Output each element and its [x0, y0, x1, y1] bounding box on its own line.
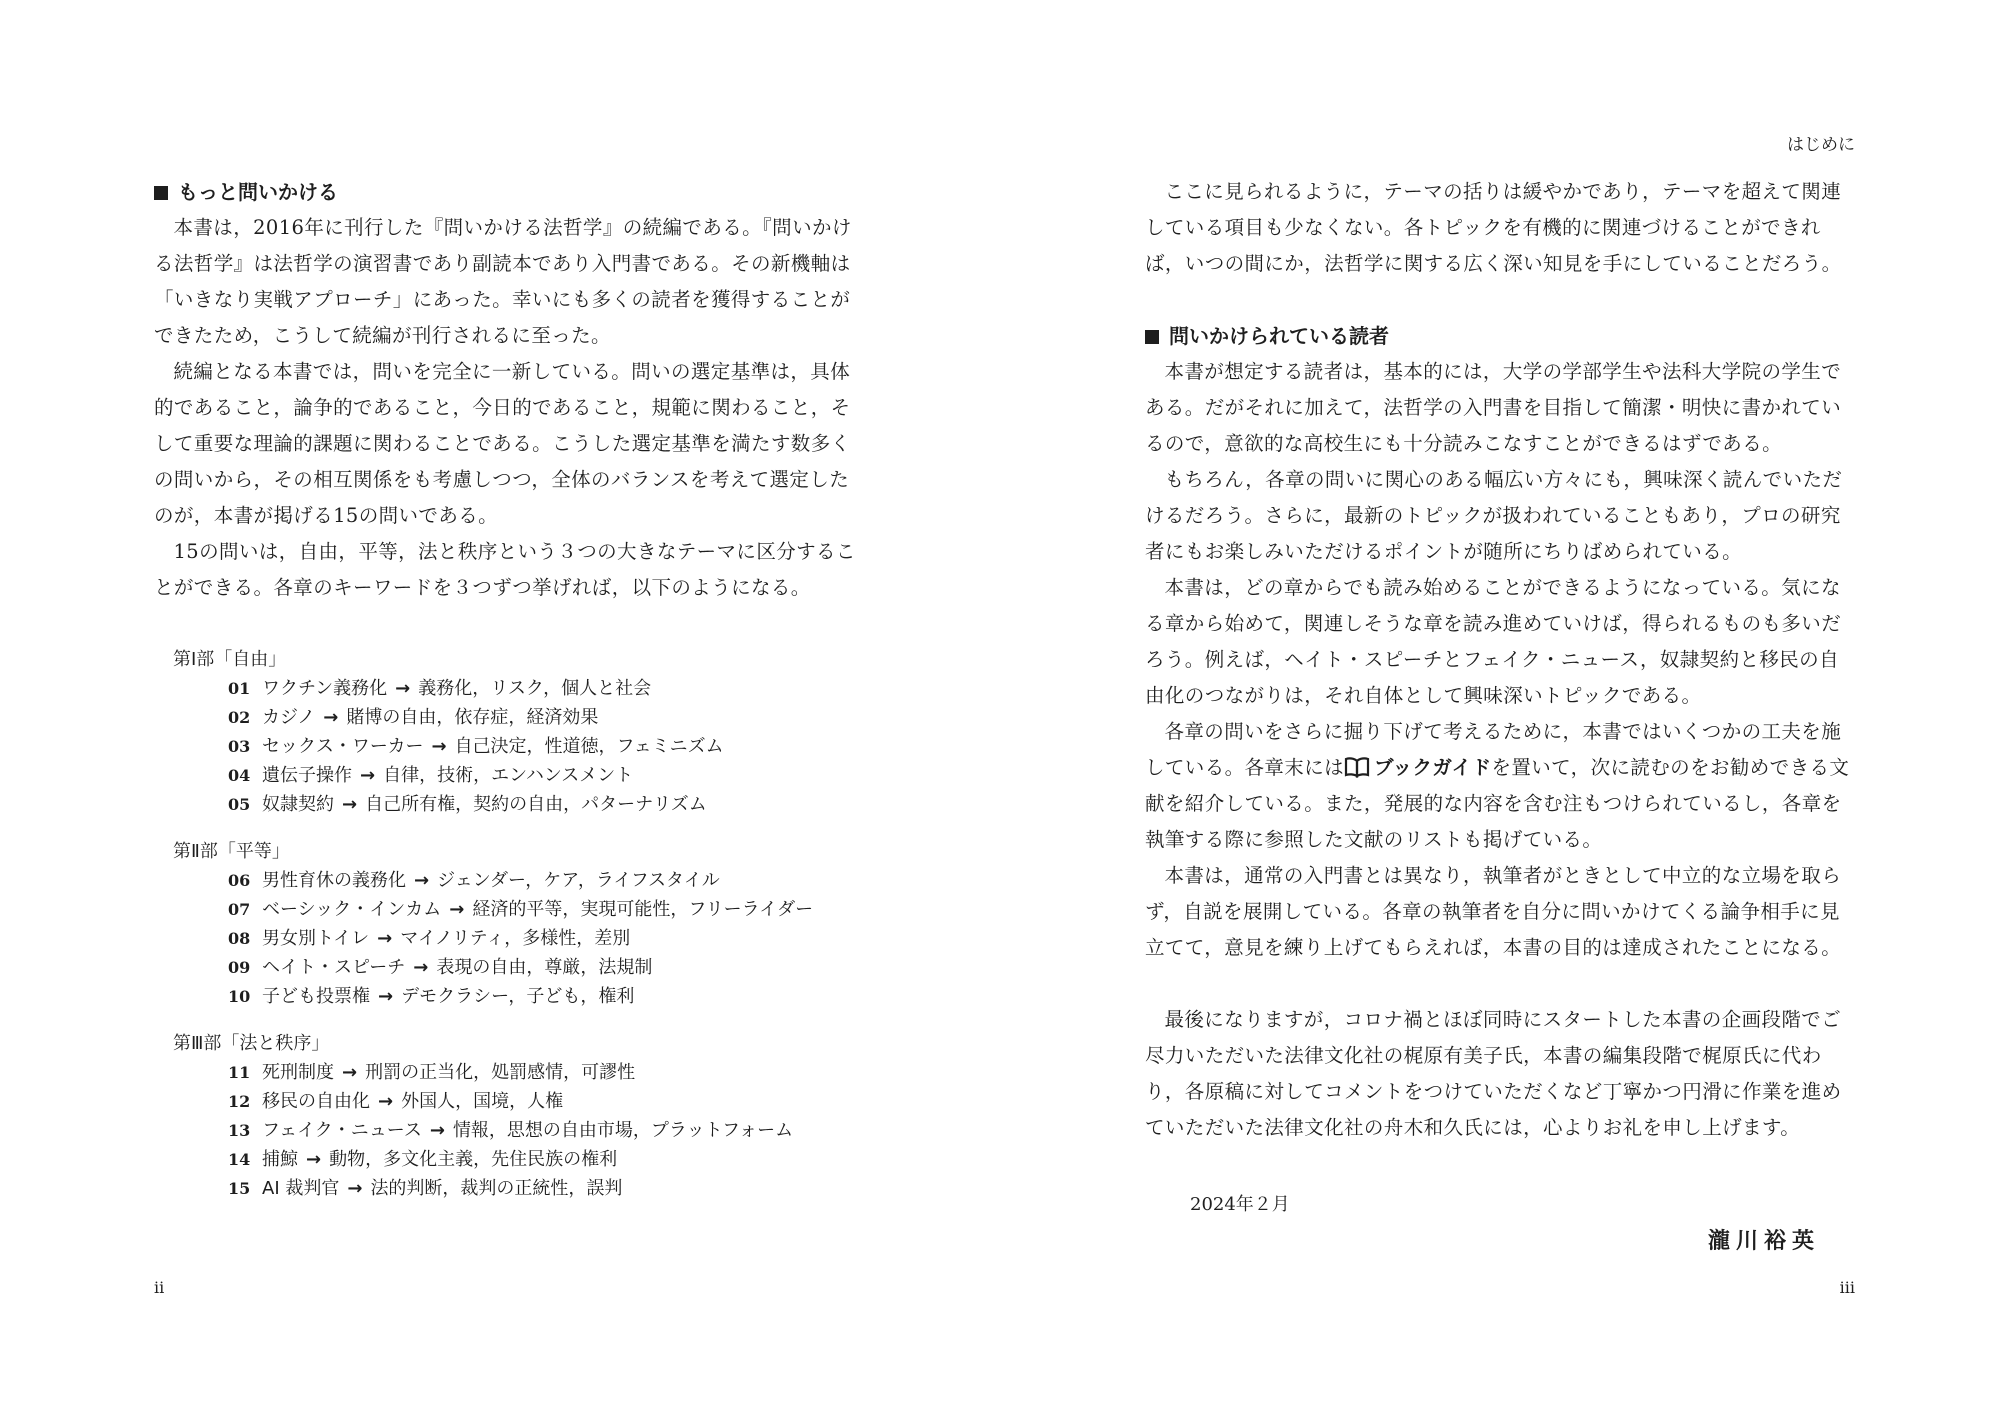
section-heading-motto: もっと問いかける — [154, 174, 860, 210]
paragraph: ここに見られるように，テーマの括りは緩やかであり，テーマを超えて関連している項目も少なくない。各トピックを有機的に関連づけることができれば，いつの間にか，法哲学に関する広く深い知見を手にしていることだろう。 — [1145, 180, 1842, 275]
paragraph: 本書は，どの章からでも読み始めることができるようになっている。気になる章から始めて，関連しそうな章を読み進めていけば，得られるものも多いだろう。例えば，ヘイト・スピーチとフェイク・ニュース，奴隷契約と移民の自由化のつながりは，それ自体として興味深いトピックである。 — [1145, 576, 1842, 707]
part-title: 第Ⅰ部「自由」 — [173, 649, 287, 670]
arrow-right-icon: → — [323, 707, 339, 728]
chapter-keyword-list — [173, 645, 873, 1203]
arrow-right-icon: → — [449, 899, 465, 920]
toc-item: 11 死刑制度 → 刑罰の正当化，処罰感情，可謬性 — [228, 1062, 636, 1083]
page-number: ii — [154, 1278, 165, 1297]
open-book-icon — [1344, 756, 1370, 778]
right-page — [1000, 0, 2000, 1414]
paragraph: 続編となる本書では，問いを完全に一新している。問いの選定基準は，具体的であること，論争的であること，今日的であること，規範に関わること，そして重要な理論的課題に関わることである。こうした選定基準を満たす数多くの問いから，その相互関係をも考慮しつつ，全体のバランスを考えて選定したのが，本書が掲げる15の問いである。 — [154, 360, 851, 527]
black-square-icon — [154, 186, 168, 200]
arrow-right-icon: → — [306, 1149, 322, 1170]
black-square-icon — [1145, 330, 1159, 344]
arrow-right-icon: → — [413, 957, 429, 978]
part-block — [173, 645, 873, 819]
toc-item: 06 男性育休の義務化 → ジェンダー，ケア，ライフスタイル — [228, 870, 720, 891]
paragraph: もちろん，各章の問いに関心のある幅広い方々にも，興味深く読んでいただけるだろう。さらに，最新のトピックが扱われていることもあり，プロの研究者にもお楽しみいただけるポイントが随所にちりばめられている。 — [1145, 468, 1843, 563]
paragraph: 本書は，2016年に刊行した『問いかける法哲学』の続編である。『問いかける法哲学』は法哲学の演習書であり副読本であり入門書である。その新機軸は「いきなり実戦アプローチ」にあった。幸いにも多くの読者を獲得することができたため，こうして続編が刊行されるに至った。 — [154, 216, 852, 347]
toc-item: 02 カジノ → 賭博の自由，依存症，経済効果 — [228, 707, 599, 728]
arrow-right-icon: → — [378, 986, 394, 1007]
paragraph: 15の問いは，自由，平等，法と秩序という３つの大きなテーマに区分することができる。各章のキーワードを３つずつ挙げれば，以下のようになる。 — [154, 540, 856, 599]
arrow-right-icon: → — [378, 1091, 394, 1112]
book-guide-label: ブックガイド — [1374, 756, 1492, 779]
part-title: 第Ⅱ部「平等」 — [173, 841, 290, 862]
toc-item: 10 子ども投票権 → デモクラシー，子ども，権利 — [228, 986, 635, 1007]
toc-item: 07 ベーシック・インカム → 経済的平等，実現可能性，フリーライダー — [228, 899, 814, 920]
paragraph: 最後になりますが，コロナ禍とほぼ同時にスタートした本書の企画段階でご尽力いただいた法律文化社の梶原有美子氏，本書の編集段階で梶原氏に代わり，各原稿に対してコメントをつけていただくなど丁寧かつ円滑に作業を進めていただいた法律文化社の舟木和久氏には，心よりお礼を申し上げます。 — [1145, 1008, 1842, 1139]
arrow-right-icon: → — [431, 736, 447, 757]
arrow-right-icon: → — [377, 928, 393, 949]
part-title: 第Ⅲ部「法と秩序」 — [173, 1033, 330, 1054]
toc-item: 08 男女別トイレ → マイノリティ，多様性，差別 — [228, 928, 631, 949]
toc-item: 03 セックス・ワーカー → 自己決定，性道徳，フェミニズム — [228, 736, 724, 757]
section-heading-readers: 問いかけられている読者 — [1145, 318, 1855, 354]
arrow-right-icon: → — [414, 870, 430, 891]
date: 2024年２月 — [1190, 1194, 1290, 1215]
paragraph: 各章の問いをさらに掘り下げて考えるために，本書ではいくつかの工夫を施している。各章末には ブックガイドを置いて，次に読むのをお勧めできる文献を紹介している。また，発展的な内容を含む注もつけられているし，各章を執筆する際に参照した文献のリストも掲げている。 — [1145, 720, 1850, 851]
arrow-right-icon: → — [395, 678, 411, 699]
toc-item: 14 捕鯨 → 動物，多文化主義，先住民族の権利 — [228, 1149, 618, 1170]
arrow-right-icon: → — [360, 765, 376, 786]
arrow-right-icon: → — [429, 1120, 445, 1141]
toc-item: 04 遺伝子操作 → 自律，技術，エンハンスメント — [228, 765, 634, 786]
toc-item: 01 ワクチン義務化 → 義務化，リスク，個人と社会 — [228, 678, 652, 699]
arrow-right-icon: → — [342, 1062, 358, 1083]
paragraph: 本書は，通常の入門書とは異なり，執筆者がときとして中立的な立場を取らず，自説を展開している。各章の執筆者を自分に問いかけてくる論争相手に見立てて，意見を練り上げてもらえれば，本書の目的は達成されたことになる。 — [1145, 864, 1842, 959]
toc-item: 05 奴隷契約 → 自己所有権，契約の自由，パターナリズム — [228, 794, 707, 815]
right-text-column — [1145, 174, 1855, 1146]
author-name: 瀧川裕英 — [1707, 1228, 1820, 1254]
running-head: はじめに — [1787, 135, 1855, 155]
part-block — [173, 837, 873, 1011]
arrow-right-icon: → — [347, 1178, 363, 1199]
page-number: iii — [1839, 1278, 1855, 1297]
part-block — [173, 1029, 873, 1203]
paragraph: 本書が想定する読者は，基本的には，大学の学部学生や法科大学院の学生である。だがそれに加えて，法哲学の入門書を目指して簡潔・明快に書かれているので，意欲的な高校生にも十分読みこなすことができるはずである。 — [1145, 360, 1842, 455]
toc-item: 13 フェイク・ニュース → 情報，思想の自由市場，プラットフォーム — [228, 1120, 794, 1141]
arrow-right-icon: → — [342, 794, 358, 815]
toc-item: 12 移民の自由化 → 外国人，国境，人権 — [228, 1091, 564, 1112]
toc-item: 15 AI 裁判官 → 法的判断，裁判の正統性，誤判 — [228, 1178, 623, 1199]
left-text-column — [154, 174, 860, 606]
toc-item: 09 ヘイト・スピーチ → 表現の自由，尊厳，法規制 — [228, 957, 653, 978]
